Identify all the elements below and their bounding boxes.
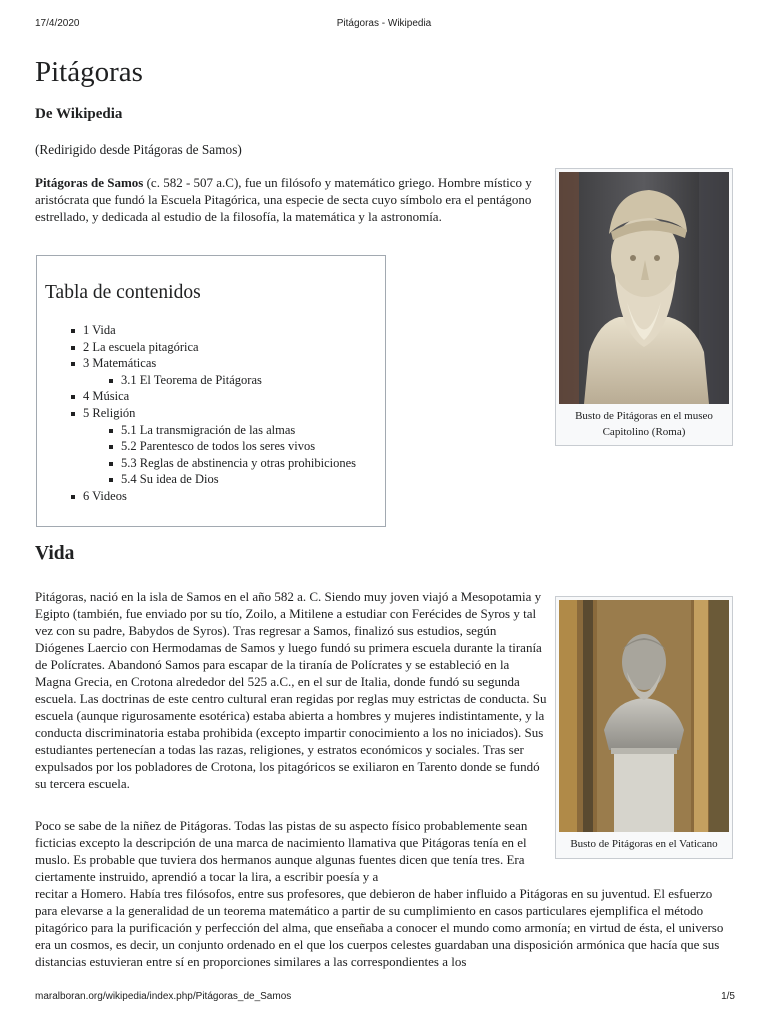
toc-item-vida[interactable]: 1 Vida <box>71 322 356 339</box>
figure-caption-vaticano: Busto de Pitágoras en el Vaticano <box>570 838 718 850</box>
bust-capitolino-image[interactable] <box>559 172 729 404</box>
toc-item-parentesco[interactable]: 5.2 Parentesco de todos los seres vivos <box>109 438 356 455</box>
vida-paragraph-1: Pitágoras, nació en la isla de Samos en el año 582 a. C. Siendo muy joven viajó a Mesopotamia y Egipto (también, fue enviado por su tío, Zoilo, a Mitilene a estudiar con Ferécides de Syros y tal vez con su padre, Babydos de Syros). Tras regresar a Samos, finalizó sus estudios, según Diógenes Laercio con Hermodamas de Samos y luego fundó su primera escuela durante la tiranía de Polícrates. Abandonó Samos para escapar de la tiranía de Polícrates y se estableció en la Magna Grecia, en Crotona alrededor del 525 a.C., en el sur de Italia, donde fundó su segunda escuela. Las doctrinas de este centro cultural eran regidas por reglas muy estrictas de conducta. Su escuela (aunque rigurosamente esotérica) estaba abierta a hombres y mujeres indistintamente, y la conducta discriminatoria estaba prohibida (excepto impartir conocimiento a los no iniciados). Sus estudiantes pertenecían a todas las razas, religiones, y estratos económicos y sociales. Tras ser expulsados por los pobladores de Crotona, los pitagóricos se exiliaron en Tarento donde se fundó su tercera escuela. <box>35 589 547 791</box>
redirect-note: (Redirigido desde Pitágoras de Samos) <box>35 142 242 157</box>
toc-link-religion[interactable]: 5 Religión <box>83 405 136 420</box>
toc-item-videos[interactable]: 6 Videos <box>71 488 356 505</box>
toc-item-matematicas <box>71 355 356 388</box>
toc-link-matematicas[interactable]: 3 Matemáticas <box>83 356 157 371</box>
table-of-contents <box>36 255 386 527</box>
vida-paragraph-2 <box>35 817 735 970</box>
intro-text: (c. 582 - 507 a.C), fue un filósofo y matemático griego. Hombre místico y aristócrata que fundó la Escuela Pitagórica, una especie de secta cuyo símbolo era el pentágono estrellado, y dedicada al estudio de la filosofía, la matemática y la astronomía. <box>35 175 532 224</box>
section-heading-vida: Vida <box>35 543 75 564</box>
bust-vaticano-image[interactable] <box>559 600 729 832</box>
figure-bust-capitolino <box>555 168 733 446</box>
toc-item-dios[interactable]: 5.4 Su idea de Dios <box>109 471 356 488</box>
print-page-title: Pitágoras - Wikipedia <box>336 18 432 29</box>
toc-item-religion <box>71 405 356 488</box>
toc-sublist-religion <box>109 422 356 488</box>
toc-item-reglas[interactable]: 5.3 Reglas de abstinencia y otras prohibiciones <box>109 455 356 472</box>
toc-item-escuela[interactable]: 2 La escuela pitagórica <box>71 339 356 356</box>
vida-paragraph-2-end: recitar a Homero. Había tres filósofos, entre sus profesores, que debieron de haber influido a Pitágoras en su juventud. El esfuerzo para elevarse a la generalidad de un teorema matemático a partir de su cumplimiento en casos particulares ejemplifica el método pitagórico para la purificación y perfección del alma, que enseñaba a conocer el mundo como armonía; en virtud de ésta, el universo era un cosmos, es decir, un conjunto ordenado en el que los cuerpos celestes guardaban una disposición armónica que hacía que sus distancias estuvieran entre sí en proporciones similares a las correspondientes a los <box>35 886 724 969</box>
print-page-number: 1/5 <box>721 991 735 1002</box>
intro-paragraph <box>35 174 535 225</box>
toc-item-transmigracion[interactable]: 5.1 La transmigración de las almas <box>109 422 356 439</box>
figure-caption-capitolino: Busto de Pitágoras en el museo Capitolino (Roma) <box>575 410 713 438</box>
intro-bold-name: Pitágoras de Samos <box>35 175 144 190</box>
print-url: maralboran.org/wikipedia/index.php/Pitágoras_de_Samos <box>35 991 292 1002</box>
toc-heading: Tabla de contenidos <box>45 282 201 303</box>
vida-paragraph-2-start: Poco se sabe de la niñez de Pitágoras. Todas las pistas de su aspecto físico probablemente sean ficticias excepto la descripción de una marca de nacimiento llamativa que Pitágoras tenía en el muslo. Es probable que tuviera dos hermanos aunque algunas fuentes dicen que tenía tres. Era ciertamente instruido, aprendió a tocar la lira, a escribir poesía y a <box>35 818 528 884</box>
toc-list <box>71 322 356 505</box>
page-subtitle: De Wikipedia <box>35 106 123 122</box>
print-date: 17/4/2020 <box>35 18 80 29</box>
toc-sublist-matematicas <box>109 372 356 389</box>
toc-item-teorema[interactable]: 3.1 El Teorema de Pitágoras <box>109 372 356 389</box>
page-title: Pitágoras <box>35 56 143 88</box>
toc-item-musica[interactable]: 4 Música <box>71 388 356 405</box>
